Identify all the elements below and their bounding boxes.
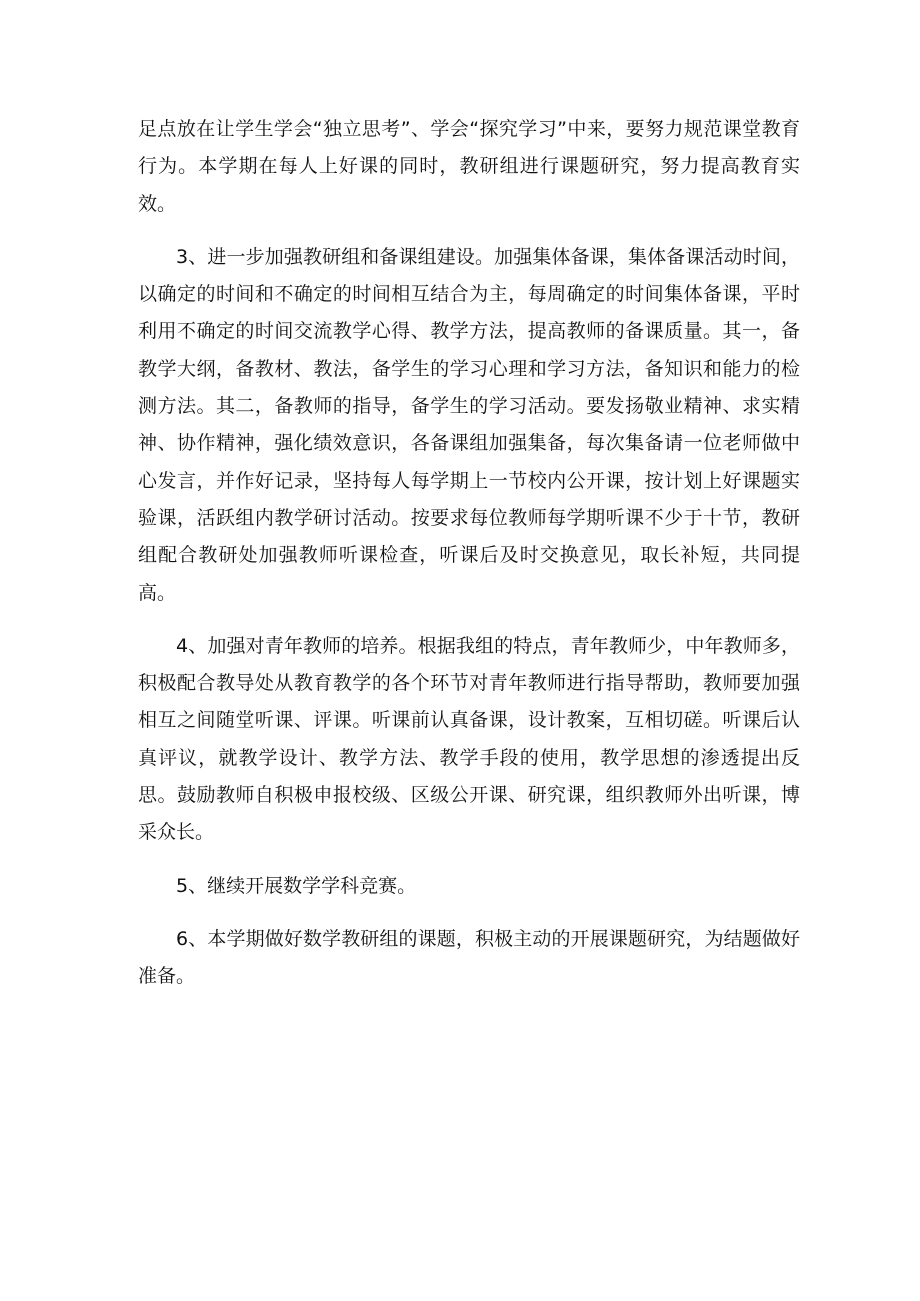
document-body [138,111,800,1012]
paragraph-item-3: 3、进一步加强教研组和备课组建设。加强集体备课，集体备课活动时间，以确定的时间和不确定的时间相互结合为主，每周确定的时间集体备课，平时利用不确定的时间交流教学心得、教学方法，提高教师的备课质量。其一，备教学大纲，备教材、教法，备学生的学习心理和学习方法，备知识和能力的检测方法。其二，备教师的指导，备学生的学习活动。要发扬敬业精神、求实精神、协作精神，强化绩效意识，各备课组加强集备，每次集备请一位老师做中心发言，并作好记录，坚持每人每学期上一节校内公开课，按计划上好课题实验课，活跃组内教学研讨活动。按要求每位教师每学期听课不少于十节，教研组配合教研处加强教师听课检查，听课后及时交换意见，取长补短，共同提高。 [138,245,800,604]
paragraph-item-6: 6、本学期做好数学教研组的课题，积极主动的开展课题研究，为结题做好准备。 [138,927,800,988]
paragraph-item-4: 4、加强对青年教师的培养。根据我组的特点，青年教师少，中年教师多，积极配合教导处从教育教学的各个环节对青年教师进行指导帮助，教师要加强相互之间随堂听课、评课。听课前认真备课，设计教案，互相切磋。听课后认真评议，就教学设计、教学方法、教学手段的使用，教学思想的渗透提出反思。鼓励教师自积极申报校级、区级公开课、研究课，组织教师外出听课，博采众长。 [138,634,800,844]
paragraph-item-5: 5、继续开展数学学科竞赛。 [176,874,417,897]
paragraph-continuation: 足点放在让学生学会“独立思考”、学会“探究学习”中来，要努力规范课堂教育行为。本学期在每人上好课的同时，教研组进行课题研究，努力提高教育实效。 [138,118,800,215]
